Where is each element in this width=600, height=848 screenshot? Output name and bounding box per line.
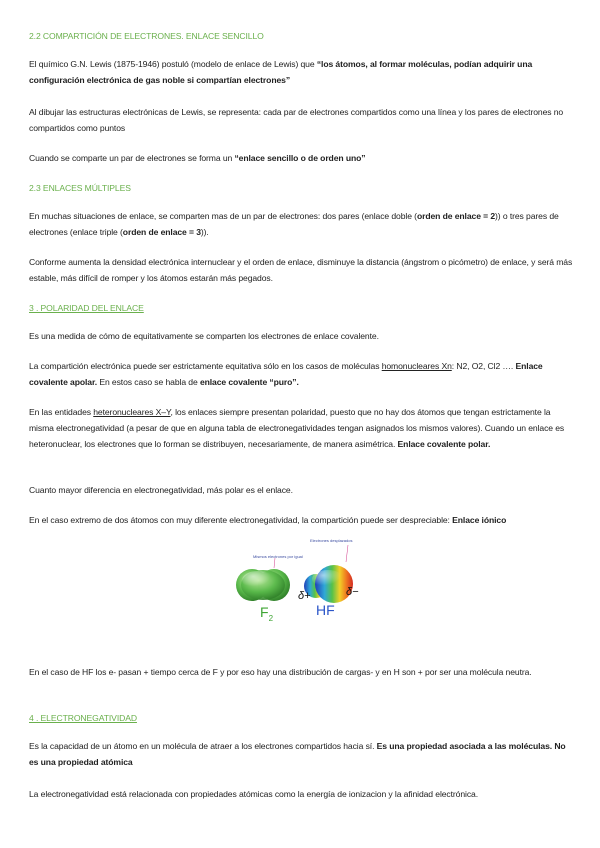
bold-ionic: Enlace iónico <box>452 515 507 525</box>
f2-symbol: F <box>260 604 269 620</box>
f2-label <box>260 604 273 623</box>
hf-label: HF <box>316 602 335 618</box>
heading-2-3: 2.3 ENLACES MÚLTIPLES <box>29 183 131 193</box>
f2-molecule <box>236 569 290 601</box>
bold-property: Es una propiedad asociada a las moléculas. No es una propiedad atómica <box>29 741 566 767</box>
paragraph-text: En las entidades <box>29 407 94 417</box>
bold-order-3: orden de enlace = 3 <box>122 227 201 237</box>
delta-minus: δ− <box>346 586 359 598</box>
right-pointer-line <box>346 545 348 562</box>
paragraph-lewis-structures: Al dibujar las estructuras electrónicas de Lewis, se representa: cada par de electrones compartidos como una línea y los pares de electrones no compartidos como puntos <box>29 107 564 133</box>
paragraph-ionic <box>29 512 574 528</box>
paragraph-heteronuclear <box>29 404 574 452</box>
bold-polar: Enlace covalente polar. <box>397 439 491 449</box>
paragraph-text: : N2, O2, Cl2 …. <box>451 361 516 371</box>
paragraph-multiple-bonds <box>29 208 574 240</box>
bold-quote: “los átomos, al formar moléculas, podían adquirir una configuración electrónica de gas noble si compartían electrones” <box>29 59 533 85</box>
heteronuclear-term: heteronucleares X–Y <box>93 407 171 417</box>
paragraph-text: )). <box>200 227 209 237</box>
heading-3-polaridad: 3 . POLARIDAD DEL ENLACE <box>29 303 144 313</box>
paragraph-single-bond <box>29 150 574 166</box>
right-caption: Electrones desplazados <box>310 538 353 543</box>
bold-apolar: Enlace covalente apolar. <box>29 361 543 387</box>
electron-density-figure <box>228 540 376 632</box>
paragraph-electron-density: Conforme aumenta la densidad electrónica internuclear y el orden de enlace, disminuye la distancia (ángstrom o picómetro) de enlace, y será más estable, más difícil de romper y los átomos estarán más pegados. <box>29 257 573 283</box>
paragraph-polarity-definition: Es una medida de cómo de equitativamente se comparten los electrones de enlace covalente. <box>29 331 379 341</box>
paragraph-text: En muchas situaciones de enlace, se comparten mas de un par de electrones: dos pares (enlace doble ( <box>29 211 417 221</box>
f2-subscript: 2 <box>268 613 274 623</box>
bold-order-2: orden de enlace = 2 <box>416 211 496 221</box>
paragraph-text: Cuando se comparte un par de electrones se forma un <box>29 153 235 163</box>
paragraph-text: La compartición electrónica puede ser estrictamente equitativa sólo en los casos de moléculas <box>29 361 382 371</box>
paragraph-electronegativity-definition <box>29 738 574 770</box>
paragraph-hf-explanation: En el caso de HF los e- pasan + tiempo cerca de F y por eso hay una distribución de cargas- y en H son + por ser una molécula neutra. <box>29 667 532 677</box>
heading-2-2: 2.2 COMPARTICIÓN DE ELECTRONES. ENLACE SENCILLO <box>29 31 264 41</box>
paragraph-text: En estos caso se habla de <box>97 377 200 387</box>
paragraph-text: )) o tres pares de electrones (enlace triple ( <box>29 211 559 237</box>
delta-plus: δ+ <box>298 590 311 602</box>
paragraph-difference: Cuanto mayor diferencia en electronegatividad, más polar es el enlace. <box>29 485 293 495</box>
paragraph-text: En el caso extremo de dos átomos con muy diferente electronegatividad, la compartición puede ser despreciable: <box>29 515 453 525</box>
bold-term: “enlace sencillo o de orden uno” <box>234 153 366 163</box>
paragraph-homonuclear <box>29 358 574 390</box>
paragraph-text: , los enlaces siempre presentan polaridad, puesto que no hay dos átomos que tengan estrictamente la misma electronegatividad (a pesar de que en alguna tabla de electronegatividades tengan asignados los mismos valores). Cuando un enlace es heteronuclear, los electrones que lo forman se distribuyen, necesariamente, de manera asimétrica. <box>29 407 565 449</box>
bold-puro: enlace covalente “puro”. <box>199 377 299 387</box>
paragraph-text: El químico G.N. Lewis (1875-1946) postuló (modelo de enlace de Lewis) que <box>29 59 317 69</box>
homonuclear-term: homonucleares Xn <box>381 361 452 371</box>
paragraph-electronegativity-relation: La electronegatividad está relacionada con propiedades atómicas como la energía de ionizacion y la afinidad electrónica. <box>29 789 479 799</box>
heading-4-electronegatividad: 4 . ELECTRONEGATIVIDAD <box>29 713 137 723</box>
paragraph-text: Es la capacidad de un átomo en un molécula de atraer a los electrones compartidos hacia sí. <box>29 741 377 751</box>
paragraph-lewis <box>29 56 574 88</box>
left-caption: Mismos electrones por igual <box>253 554 303 559</box>
left-pointer-line <box>274 558 275 568</box>
